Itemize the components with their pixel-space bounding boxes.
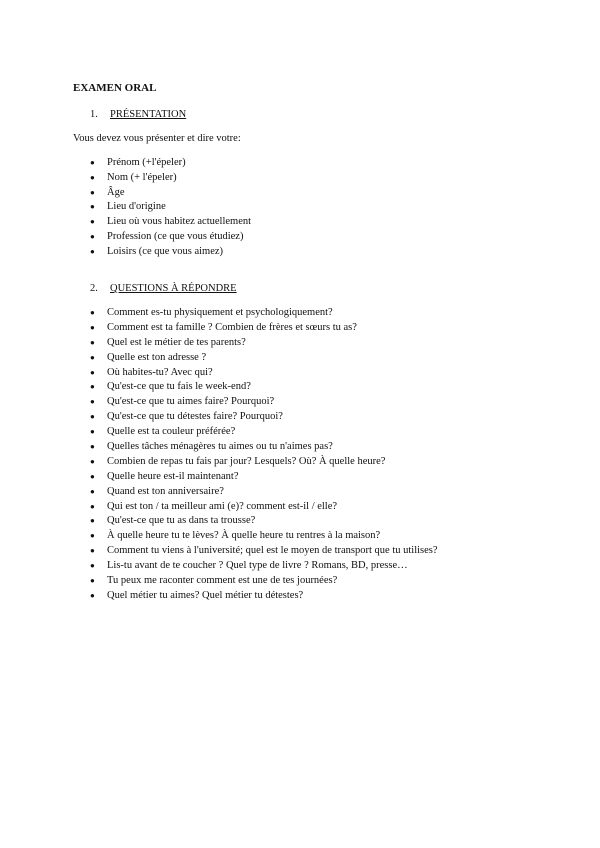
bullet-icon: ●	[90, 337, 95, 347]
bullet-icon: ●	[90, 202, 95, 212]
document-title: EXAMEN ORAL	[73, 82, 157, 94]
list-item: ● Comment es-tu physiquement et psychologiquement?	[90, 306, 438, 321]
list-item: ● Quelle heure est-il maintenant?	[90, 470, 438, 485]
list-item: ● Quelle est ton adresse ?	[90, 351, 438, 366]
bullet-icon: ●	[90, 322, 95, 332]
list-item: ● Quelle est ta couleur préférée?	[90, 425, 438, 440]
list-item: ● Âge	[90, 186, 251, 201]
list-item: ● Qu'est-ce que tu détestes faire? Pourquoi?	[90, 410, 438, 425]
list-item: ● Profession (ce que vous étudiez)	[90, 230, 251, 245]
list-item: ● Loisirs (ce que vous aimez)	[90, 245, 251, 260]
list-item: ● Qu'est-ce que tu as dans ta trousse?	[90, 514, 438, 529]
list-item: ● Où habites-tu? Avec qui?	[90, 366, 438, 381]
presentation-list	[90, 156, 251, 260]
bullet-icon: ●	[90, 442, 95, 452]
bullet-icon: ●	[90, 456, 95, 466]
section-heading-presentation	[90, 108, 186, 122]
list-item: ● Nom (+ l'épeler)	[90, 171, 251, 186]
list-item: ● Qui est ton / ta meilleur ami (e)? comment est-il / elle?	[90, 500, 438, 515]
list-item: ● Comment tu viens à l'université; quel est le moyen de transport que tu utilises?	[90, 544, 438, 559]
bullet-icon: ●	[90, 561, 95, 571]
section-number: 2.	[90, 283, 98, 294]
bullet-icon: ●	[90, 217, 95, 227]
bullet-icon: ●	[90, 308, 95, 317]
list-item: ● À quelle heure tu te lèves? À quelle heure tu rentres à la maison?	[90, 529, 438, 544]
list-item: ● Quel est le métier de tes parents?	[90, 336, 438, 351]
bullet-icon: ●	[90, 382, 95, 392]
list-item: ● Quel métier tu aimes? Quel métier tu détestes?	[90, 589, 438, 604]
bullet-icon: ●	[90, 231, 95, 241]
section-title: QUESTIONS À RÉPONDRE	[110, 283, 237, 294]
questions-list	[90, 306, 438, 604]
intro-text: Vous devez vous présenter et dire votre:	[73, 133, 241, 144]
section-heading-questions	[90, 282, 237, 296]
bullet-icon: ●	[90, 576, 95, 586]
list-item: ● Prénom (+l'épeler)	[90, 156, 251, 171]
bullet-icon: ●	[90, 352, 95, 362]
bullet-icon: ●	[90, 412, 95, 422]
bullet-icon: ●	[90, 158, 95, 167]
bullet-icon: ●	[90, 501, 95, 511]
list-item: ● Quand est ton anniversaire?	[90, 485, 438, 500]
bullet-icon: ●	[90, 367, 95, 377]
bullet-icon: ●	[90, 486, 95, 496]
list-item: ● Lieu d'origine	[90, 200, 251, 215]
list-item: ● Lieu où vous habitez actuellement	[90, 215, 251, 230]
list-item: ● Combien de repas tu fais par jour? Lesquels? Où? À quelle heure?	[90, 455, 438, 470]
list-item: ● Qu'est-ce que tu fais le week-end?	[90, 380, 438, 395]
bullet-icon: ●	[90, 246, 95, 256]
bullet-icon: ●	[90, 397, 95, 407]
bullet-icon: ●	[90, 471, 95, 481]
bullet-icon: ●	[90, 531, 95, 541]
section-title: PRÉSENTATION	[110, 109, 187, 120]
bullet-icon: ●	[90, 172, 95, 182]
bullet-icon: ●	[90, 427, 95, 437]
bullet-icon: ●	[90, 187, 95, 197]
list-item: ● Tu peux me raconter comment est une de tes journées?	[90, 574, 438, 589]
bullet-icon: ●	[90, 546, 95, 556]
list-item: ● Lis-tu avant de te coucher ? Quel type de livre ? Romans, BD, presse…	[90, 559, 438, 574]
bullet-icon: ●	[90, 516, 95, 526]
list-item: ● Quelles tâches ménagères tu aimes ou tu n'aimes pas?	[90, 440, 438, 455]
bullet-icon: ●	[90, 590, 95, 600]
list-item: ● Qu'est-ce que tu aimes faire? Pourquoi?	[90, 395, 438, 410]
list-item: ● Comment est ta famille ? Combien de frères et sœurs tu as?	[90, 321, 438, 336]
section-number: 1.	[90, 109, 98, 120]
